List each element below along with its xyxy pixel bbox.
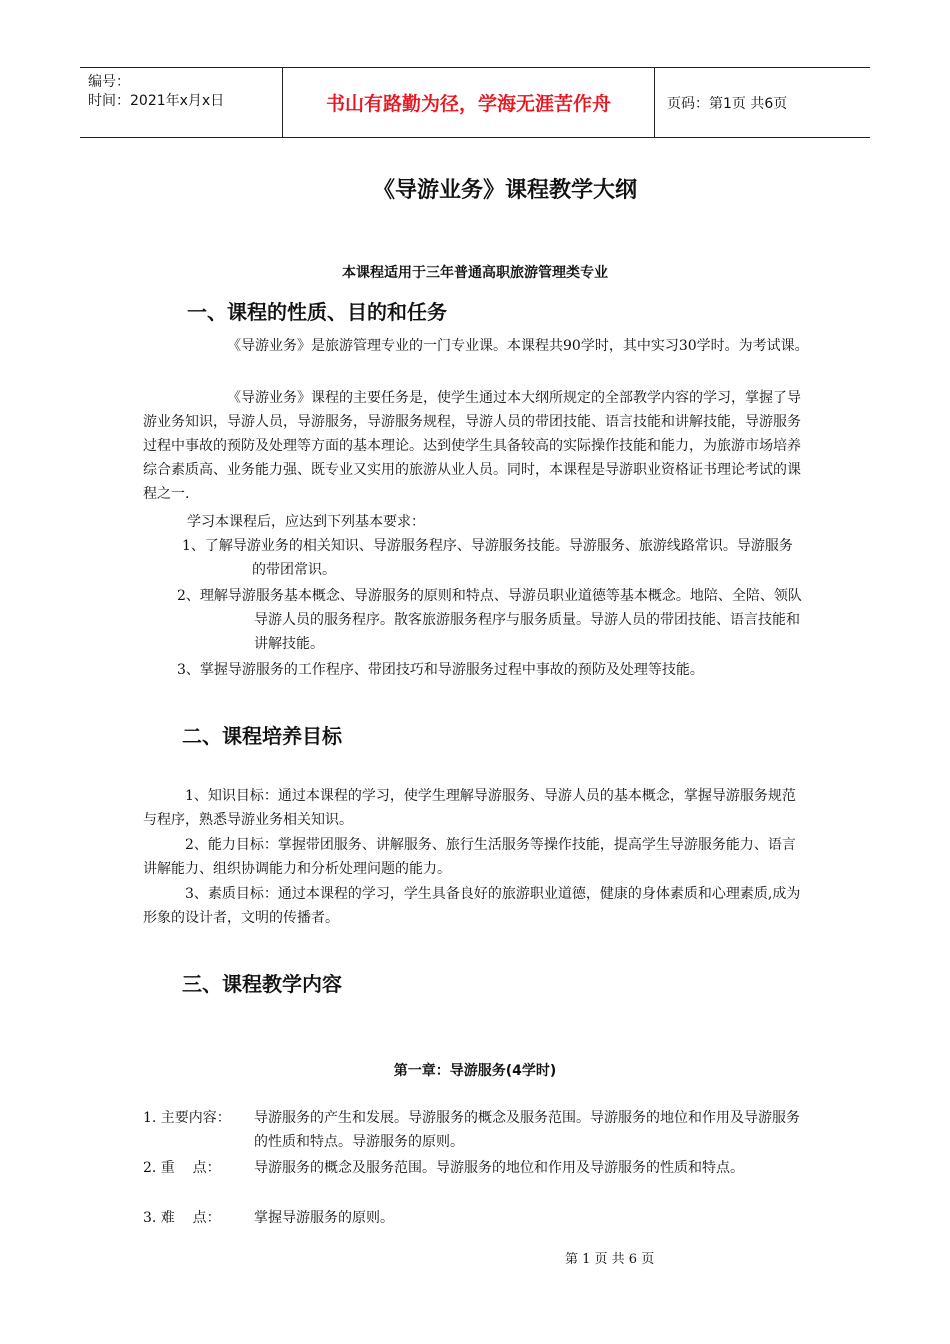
header-page-info [665, 68, 870, 137]
page-footer: 第 1 页 共 6 页 [565, 1252, 655, 1267]
item-text: 导游服务的产生和发展。导游服务的概念及服务范围。导游服务的地位和作用及导游服务的性质和特点。导游服务的原则。 [254, 1110, 800, 1150]
page-info-text: 页码：第1页 共6页 [667, 95, 788, 112]
chapter-1-title: 第一章：导游服务(4学时) [393, 1063, 557, 1079]
document-title: 《导游业务》课程教学大纲 [372, 178, 637, 203]
number-label: 编号： [88, 74, 130, 90]
requirement-3: 3、掌握导游服务的工作程序、带团技巧和导游服务过程中事故的预防及处理等技能。 [177, 662, 704, 678]
section-1-para-2: 《导游业务》课程的主要任务是，使学生通过本大纲所规定的全部教学内容的学习，掌握了导游业务知识，导游人员，导游服务，导游服务规程，导游人员的带团技能、语言技能和讲解技能，导游服务过程中事故的预防及处理等方面的基本理论。达到使学生具备较高的实际操作技能和能力，为旅游市场培养综合素质高、业务能力强、既专业又实用的旅游从业人员。同时，本课程是导游职业资格证书理论考试的课程之一. [143, 390, 801, 502]
goal-2: 2、能力目标：掌握带团服务、讲解服务、旅行生活服务等操作技能，提高学生导游服务能力、语言讲解能力、组织协调能力和分析处理问题的能力。 [143, 837, 796, 877]
item-label: 1. 主要内容： [143, 1110, 231, 1126]
section-1-para-3: 学习本课程后，应达到下列基本要求： [187, 514, 425, 530]
section-1-para-1: 《导游业务》是旅游管理专业的一门专业课。本课程共90学时，其中实习30学时。为考试课。 [227, 338, 809, 354]
chapter-item [143, 1206, 813, 1230]
section-2-heading: 二、课程培养目标 [182, 724, 342, 748]
section-3-heading: 三、课程教学内容 [182, 972, 342, 996]
header-motto [282, 68, 655, 137]
header-meta [80, 68, 282, 137]
motto-text: 书山有路勤为径，学海无涯苦作舟 [325, 93, 611, 115]
document-subtitle: 本课程适用于三年普通高职旅游管理类专业 [342, 265, 608, 281]
section-1-heading: 一、课程的性质、目的和任务 [187, 300, 447, 324]
item-text: 掌握导游服务的原则。 [254, 1210, 394, 1226]
time-label: 时间：2021年x月x日 [88, 93, 225, 109]
requirement-1: 1、了解导游业务的相关知识、导游服务程序、导游服务技能。导游服务、旅游线路常识。导游服务的带团常识。 [182, 538, 793, 578]
requirement-2: 2、理解导游服务基本概念、导游服务的原则和特点、导游员职业道德等基本概念。地陪、全陪、领队导游人员的服务程序。散客旅游服务程序与服务质量。导游人员的带团技能、语言技能和讲解技能。 [177, 588, 802, 652]
goal-3: 3、素质目标：通过本课程的学习，学生具备良好的旅游职业道德，健康的身体素质和心理素质,成为形象的设计者，文明的传播者。 [143, 886, 801, 926]
goal-1: 1、知识目标：通过本课程的学习，使学生理解导游服务、导游人员的基本概念，掌握导游服务规范与程序，熟悉导游业务相关知识。 [143, 788, 796, 828]
chapter-item [143, 1156, 813, 1180]
item-text: 导游服务的概念及服务范围。导游服务的地位和作用及导游服务的性质和特点。 [254, 1160, 744, 1176]
item-label: 2. 重 点： [143, 1160, 221, 1176]
item-label: 3. 难 点： [143, 1210, 221, 1226]
chapter-item [143, 1106, 813, 1154]
header-table [80, 67, 870, 138]
